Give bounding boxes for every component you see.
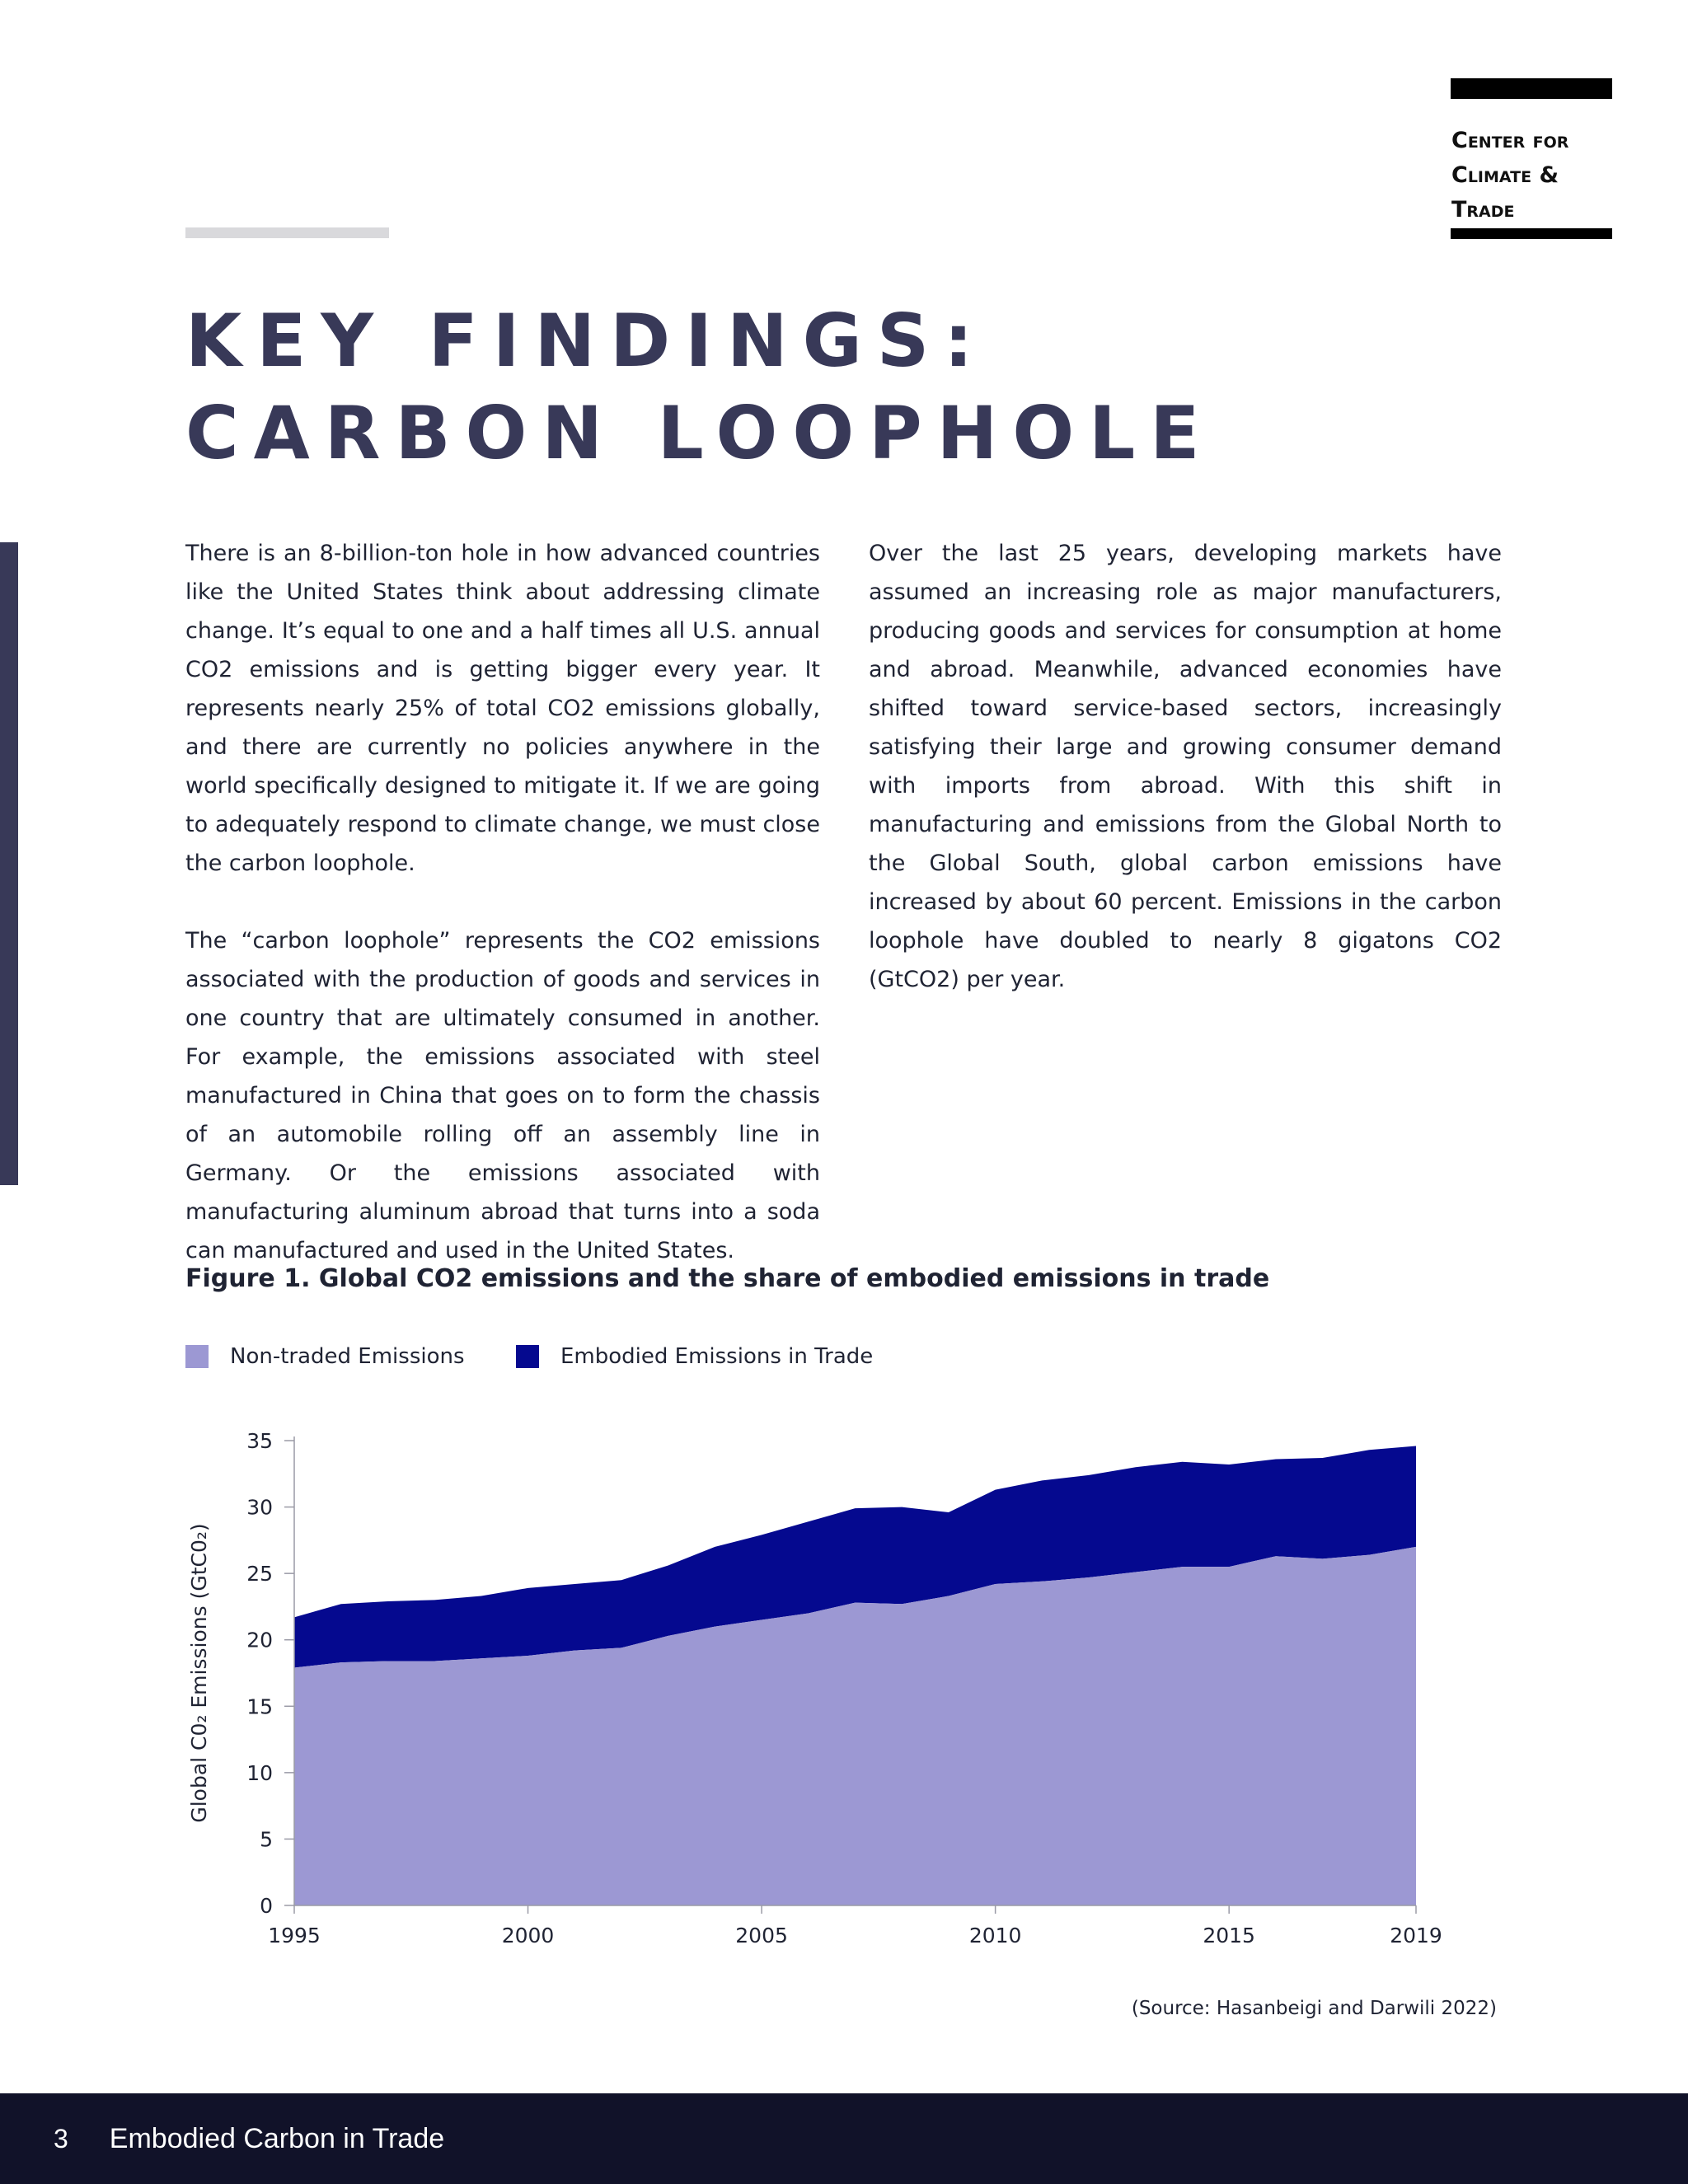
x-tick-label: 2019 — [1390, 1924, 1442, 1947]
y-tick-label: 20 — [246, 1628, 273, 1652]
logo-line-2: Climate & — [1451, 162, 1559, 188]
y-tick-label: 5 — [260, 1827, 273, 1852]
logo-line-3: Trade — [1451, 197, 1515, 223]
legend-label-embodied: Embodied Emissions in Trade — [560, 1344, 874, 1369]
page-footer — [0, 2093, 1688, 2184]
body-paragraph: The “carbon loophole” represents the CO2 emissions associated with the production of goods and services in one country that are ultimately consumed in another. For example, the emissions associated with steel manufactured in China that goes on to form the chassis of an automobile rolling off an assembly line in Germany. Or the emissions associated with manufacturing aluminum abroad that turns into a soda can manufactured and used in the United States. — [185, 928, 820, 1263]
x-tick-label: 2010 — [968, 1924, 1022, 1947]
body-paragraph: Over the last 25 years, developing markets have assumed an increasing role as major manufacturers, producing goods and services for consumption at home and abroad. Meanwhile, advanced economies have shifted toward service-based sectors, increasingly satisfying their large and growing consumer demand with imports from abroad. With this shift in manufacturing and emissions from the Global North to the Global South, global carbon emissions have increased by about 60 percent. Emissions in the carbon loophole have doubled to nearly 8 gigatons CO2 (GtCO2) per year. — [869, 541, 1502, 992]
y-tick-label: 35 — [246, 1429, 273, 1453]
y-tick-label: 0 — [260, 1894, 273, 1918]
y-tick-label: 10 — [246, 1760, 273, 1785]
y-tick-label: 25 — [246, 1562, 273, 1586]
figure-source: (Source: Hasanbeigi and Darwili 2022) — [1131, 1998, 1497, 2019]
legend-item-non-traded — [185, 1343, 465, 1370]
legend-swatch-embodied — [516, 1345, 539, 1368]
figure-title: Figure 1. Global CO2 emissions and the share of embodied emissions in trade — [185, 1264, 1270, 1293]
page-title-line-1: KEY FINDINGS: — [185, 298, 988, 383]
x-tick-label: 2015 — [1203, 1924, 1255, 1947]
x-tick-label: 2000 — [501, 1924, 555, 1947]
legend-item-embodied — [516, 1343, 873, 1370]
page-title-line-2: CARBON LOOPHOLE — [185, 391, 1215, 476]
y-tick-label: 30 — [246, 1495, 273, 1520]
legend-swatch-non-traded — [185, 1345, 209, 1368]
logo-bottom-bar — [1451, 228, 1612, 239]
body-column-left — [185, 534, 820, 1309]
x-tick-label: 1995 — [268, 1924, 321, 1947]
body-column-right — [869, 534, 1502, 1038]
x-tick-label: 2005 — [735, 1924, 788, 1947]
footer-title: Embodied Carbon in Trade — [109, 2122, 445, 2154]
emissions-area-chart — [165, 1418, 1451, 1961]
y-axis-label: Global C0₂ Emissions (GtC0₂) — [187, 1523, 211, 1823]
legend-label-non-traded: Non-traded Emissions — [230, 1344, 465, 1369]
side-accent-bar — [0, 542, 18, 1185]
logo-line-1: Center for — [1451, 128, 1569, 153]
page-title — [185, 295, 1214, 480]
title-rule — [185, 227, 389, 238]
y-tick-label: 15 — [246, 1694, 273, 1719]
logo-top-bar — [1451, 78, 1612, 99]
page-number: 3 — [54, 2123, 68, 2154]
body-paragraph: There is an 8-billion-ton hole in how advanced countries like the United States think about addressing climate change. It’s equal to one and a half times all U.S. annual CO2 emissions and is getting bigger every year. It represents nearly 25% of total CO2 emissions globally, and there are currently no policies anywhere in the world specifically designed to mitigate it. If we are going to adequately respond to climate change, we must close the carbon loophole. — [185, 541, 820, 876]
logo-text — [1451, 124, 1625, 227]
